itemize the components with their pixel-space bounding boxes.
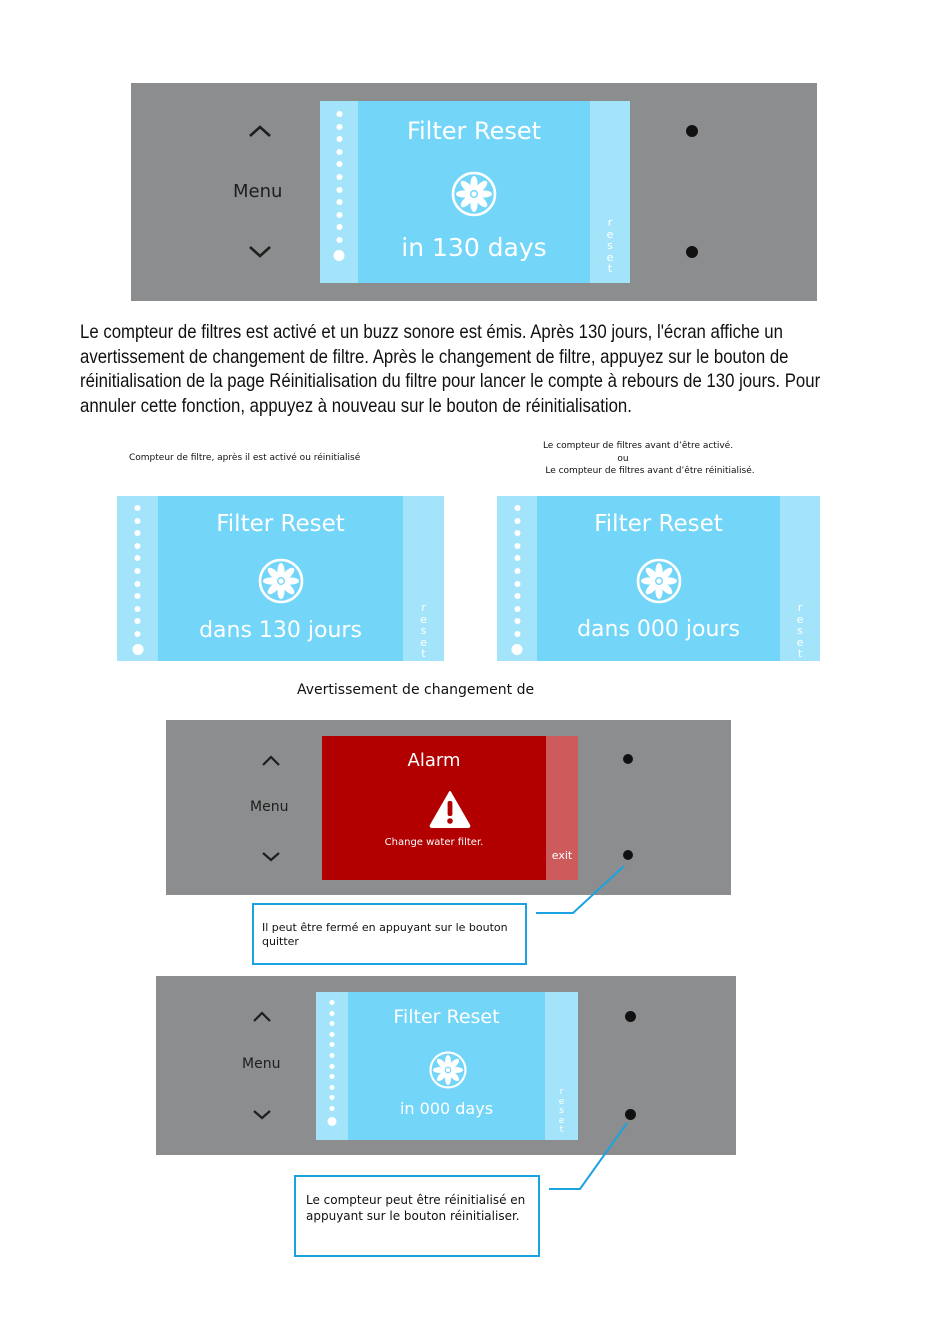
fan-icon <box>635 557 683 605</box>
filter-screen-left <box>117 496 444 661</box>
filter-reset-screen <box>320 101 630 283</box>
progress-strip <box>320 101 358 283</box>
reset-label: r e s e t <box>796 601 804 660</box>
callout-exit: Il peut être fermé en appuyant sur le bouton quitter <box>252 903 527 965</box>
reset-label: r e s e t <box>558 1087 565 1135</box>
fan-icon <box>257 557 305 605</box>
chevron-up-icon[interactable] <box>252 1010 272 1023</box>
reset-label: r e s e t <box>606 216 614 275</box>
screen-countdown: in 000 days <box>399 1099 494 1118</box>
screen-title: Filter Reset <box>393 1006 500 1028</box>
screen-countdown: dans 000 jours <box>577 617 740 642</box>
reset-strip[interactable] <box>780 496 820 661</box>
menu-button[interactable]: Menu <box>250 799 289 815</box>
reset-label: r e s e t <box>420 601 427 660</box>
alarm-message: Change water filter. <box>384 837 484 848</box>
top-right-button[interactable] <box>686 125 698 137</box>
fan-icon <box>428 1050 468 1090</box>
chevron-down-icon[interactable] <box>261 850 281 863</box>
reset-button[interactable] <box>686 246 698 258</box>
alarm-title: Alarm <box>407 750 461 771</box>
screen-countdown: in 130 days <box>401 233 547 262</box>
filter-screen-right <box>497 496 820 661</box>
exit-button[interactable] <box>623 850 633 860</box>
callout-reset: Le compteur peut être réinitialisé en appuyant sur le bouton réinitialiser. <box>294 1175 540 1257</box>
caption-left: Compteur de filtre, après il est activé ou réinitialisé <box>129 453 361 463</box>
chevron-up-icon[interactable] <box>247 123 273 139</box>
warning-heading: Avertissement de changement de <box>297 682 535 698</box>
top-right-button[interactable] <box>625 1011 636 1022</box>
description-paragraph: Le compteur de filtres est activé et un buzz sonore est émis. Après 130 jours, l'écran affiche un avertissement de changement de filtre. Après le changement de filtre, appuyez sur le bouton de réinitialisation de la page Réinitialisation du filtre pour lancer le compte à rebours de 130 jours. Pour annuler cette fonction, appuyez à nouveau sur le bouton de réinitialisation. <box>80 321 821 417</box>
menu-button[interactable]: Menu <box>233 181 283 202</box>
screen-title: Filter Reset <box>594 511 723 537</box>
exit-label: exit <box>551 849 573 862</box>
chevron-down-icon[interactable] <box>252 1108 272 1121</box>
caption-right: Le compteur de filtres avant d’être activé. ou Le compteur de filtres avant d’être réinitialisé. <box>542 441 755 476</box>
progress-strip <box>316 992 348 1140</box>
control-panel-top <box>131 83 817 301</box>
exit-strip[interactable] <box>546 736 578 880</box>
menu-button[interactable]: Menu <box>242 1056 281 1072</box>
chevron-down-icon[interactable] <box>247 244 273 260</box>
control-panel-alarm <box>166 720 731 895</box>
screen-title: Filter Reset <box>216 511 345 537</box>
screen-countdown: dans 130 jours <box>199 618 362 643</box>
screen-title: Filter Reset <box>406 117 542 145</box>
callout-reset-pointer <box>545 1118 635 1194</box>
callout-exit-pointer <box>530 860 630 920</box>
alarm-screen <box>322 736 578 880</box>
fan-icon <box>450 170 498 218</box>
warning-icon <box>429 790 471 828</box>
reset-strip[interactable] <box>403 496 444 661</box>
control-panel-bottom <box>156 976 736 1155</box>
reset-strip[interactable] <box>590 101 630 283</box>
top-right-button[interactable] <box>623 754 633 764</box>
filter-reset-screen <box>316 992 578 1140</box>
chevron-up-icon[interactable] <box>261 754 281 767</box>
progress-strip <box>117 496 158 661</box>
progress-strip <box>497 496 537 661</box>
